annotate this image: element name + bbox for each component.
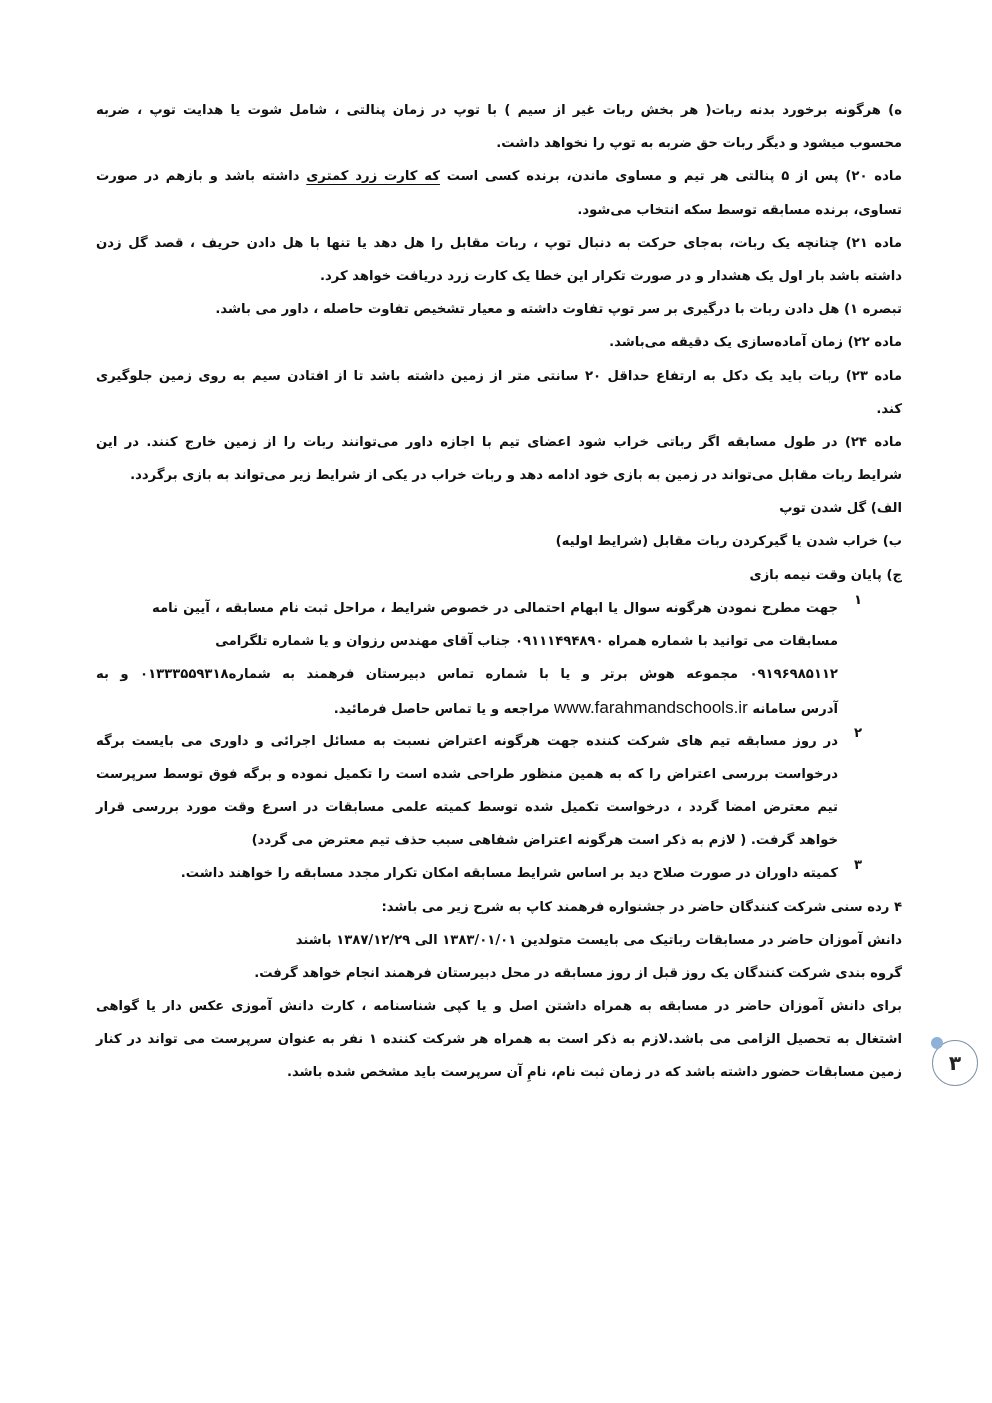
text-line: تساوی، برنده مسابقه توسط سکه انتخاب می‌شود. bbox=[577, 202, 902, 218]
note-1: تبصره ۱) هل دادن ربات با درگیری بر سر توپ تفاوت داشته و معیار تشخیص تفاوت حاصله ، داور می باشد. bbox=[215, 302, 902, 318]
text-line: کمیته داوران در صورت صلاح دید بر اساس شرایط مسابقه امکان تکرار مجدد مسابقه را خواهند داشت. bbox=[180, 866, 838, 882]
text-line bbox=[96, 692, 902, 725]
document-body bbox=[96, 95, 902, 1091]
list-item-3 bbox=[96, 858, 902, 891]
text-line: ماده ۲۱) چنانچه یک ربات، به‌جای حرکت به دنبال توپ ، ربات مقابل را هل دهد یا تنها با هل دادن حریف ، قصد گل زدن bbox=[96, 235, 903, 251]
text-line: محسوب میشود و دیگر ربات حق ضربه به توپ را نخواهد داشت. bbox=[496, 136, 902, 152]
text-line: ه) هرگونه برخورد بدنه ربات( هر بخش ربات غیر از سیم ) با توپ در زمان پنالتی ، شامل شوت یا هدایت توپ ، ضربه bbox=[96, 103, 902, 118]
list-item-2 bbox=[96, 726, 902, 859]
article-20 bbox=[96, 161, 902, 194]
condition: ب) خراب شدن یا گیرکردن ربات مقابل (شرایط اولیه) bbox=[555, 534, 902, 550]
text-line: ماده ۲۳) ربات باید یک دکل به ارتفاع حداقل ۲۰ سانتی متر از زمین داشته باشد تا از افتادن سیم به روی زمین جلوگیری bbox=[96, 368, 902, 384]
underlined-text: که کارت زرد کمتری bbox=[306, 169, 440, 185]
text: آدرس سامانه bbox=[747, 702, 838, 718]
text-line: گروه بندی شرکت کنندگان یک روز قبل از روز مسابقه در محل دبیرستان فرهمند انجام خواهد گرفت. bbox=[254, 965, 902, 981]
text: مراجعه و یا تماس حاصل فرمائید. bbox=[333, 702, 555, 718]
text-line: جهت مطرح نمودن هرگونه سوال یا ابهام احتمالی در خصوص شرایط ، مراحل ثبت نام مسابقه ، آیین نامه bbox=[152, 600, 838, 616]
text-line: شرایط ربات مقابل می‌تواند در زمین به بازی خود ادامه دهد و ربات خراب در یکی از شرایط زیر می‌تواند به بازی برگردد. bbox=[130, 468, 902, 484]
decorative-dot bbox=[931, 1037, 943, 1049]
article-22: ماده ۲۲) زمان آماده‌سازی یک دقیقه می‌باشد. bbox=[609, 335, 902, 351]
text-line: درخواست بررسی اعتراض را که به همین منظور طراحی شده است را تکمیل نموده و برگه فوق توسط سرپرست bbox=[96, 766, 838, 782]
text-line: تیم معترض امضا گردد ، درخواست تکمیل شده توسط کمیته علمی مسابقات در اسرع وقت مورد بررسی قرار bbox=[96, 799, 838, 815]
text-line: کند. bbox=[876, 401, 902, 417]
age-heading: ۴ رده سنی شرکت کنندگان حاضر در جشنواره فرهمند کاپ به شرح زیر می باشد: bbox=[381, 899, 902, 915]
text: داشته باشد و بازهم در صورت bbox=[96, 169, 307, 185]
condition: الف) گل شدن توپ bbox=[779, 501, 902, 517]
list-item-1 bbox=[96, 593, 902, 726]
item-number: ۱ bbox=[853, 592, 862, 608]
text-line: خواهد گرفت. ( لازم به ذکر است هرگونه اعتراض شفاهی سبب حذف تیم معترض می گردد) bbox=[251, 833, 838, 849]
condition: ج) پایان وقت نیمه بازی bbox=[749, 567, 902, 583]
text: ماده ۲۰) پس از ۵ پنالتی هر تیم و مساوی ماندن، برنده کسی است bbox=[439, 169, 902, 185]
item-number: ۳ bbox=[853, 858, 862, 874]
text-line: مسابقات می توانید با شماره همراه ۰۹۱۱۱۴۹۴۸۹۰ جناب آقای مهندس رزوان و یا شماره تلگرامی bbox=[215, 634, 838, 649]
text-line: برای دانش آموزان حاضر در مسابقه به همراه داشتن اصل و یا کپی شناسنامه ، کارت دانش آموزی عکس دار یا گواهی bbox=[96, 999, 902, 1015]
text-line: دانش آموزان حاضر در مسابقات رباتیک می بایست متولدین ۱۳۸۳/۰۱/۰۱ الی ۱۳۸۷/۱۲/۲۹ باشند bbox=[295, 932, 902, 948]
text-line: در روز مسابقه تیم های شرکت کننده جهت هرگونه اعتراض نسبت به مسائل اجرائی و داوری می بایست برگه bbox=[96, 733, 838, 749]
item-number: ۲ bbox=[853, 725, 862, 741]
page-number: ۳ bbox=[932, 1040, 978, 1086]
text-line: اشتغال به تحصیل الزامی می باشد.لازم به ذکر است به همراه هر شرکت کننده ۱ نفر به عنوان سرپرست می تواند در کنار bbox=[96, 1032, 902, 1048]
text-line: زمین مسابقات حضور داشته باشد که در زمان ثبت نام، نامِ آن سرپرست باید مشخص شده باشد. bbox=[286, 1065, 902, 1081]
text-line: داشته باشد بار اول یک هشدار و در صورت تکرار این خطا یک کارت زرد دریافت خواهد کرد. bbox=[319, 268, 902, 284]
text-line: ماده ۲۴) در طول مسابقه اگر رباتی خراب شود اعضای تیم با اجازه داور می‌توانند ربات را از زمین خارج کنند. در این bbox=[96, 434, 903, 450]
website-link[interactable]: www.farahmandschools.ir bbox=[554, 698, 748, 718]
text-line: ۰۹۱۹۶۹۸۵۱۱۲ مجموعه هوش برتر و یا با شماره تماس دبیرستان فرهمند به شماره۰۱۳۳۳۵۵۹۳۱۸ و به bbox=[96, 667, 838, 683]
